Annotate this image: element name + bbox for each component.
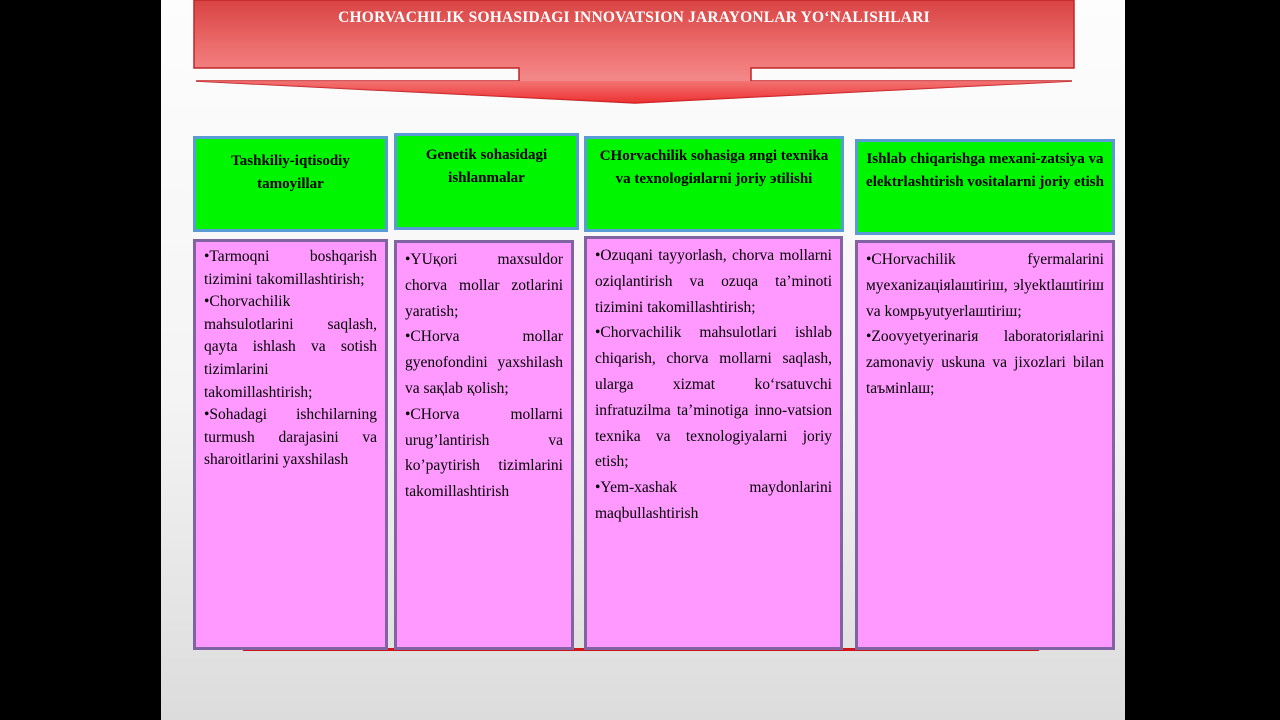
list-item: •Zoovyetyerinariя laboratoriяlarini zamonaviy uskuna va jixozlari bilan taъмinlaш;: [866, 328, 1104, 397]
list-item: •Chorvachilik mahsulotlarini saqlash, qayta ishlash va sotish tizimlarini takomillashtirish;: [204, 293, 377, 401]
category-header-4-label: Ishlab chiqarishga mexani-zatsiya va elektrlashtirish vositalarni joriy etish: [866, 151, 1104, 190]
slide: [161, 0, 1125, 720]
category-header-3: [584, 136, 844, 232]
list-item: •CHorva mollar gyenofondini yaxshilash va saқlab қolish;: [405, 328, 563, 397]
list-item: •Chorvachilik mahsulotlari ishlab chiqarish, chorva mollarni saqlash, ularga xizmat ko‘rsatuvchi infratuzilma ta’minotiga inno-vatsion texnika va texnologiyalarni joriy etish;: [595, 324, 832, 471]
list-item: •Yem-xashak maydonlarini maqbullashtirish: [595, 479, 832, 522]
category-content-3: [584, 236, 843, 650]
category-content-4: [855, 240, 1115, 650]
list-item: •CHorva mollarni urug’lantirish va ko’paytirish tizimlarini takomillashtirish: [405, 405, 563, 501]
category-content-1: [193, 239, 388, 650]
diagram-title: CHORVACHILIK SOHASIDAGI INNOVATSION JARAYONLAR YO‘NALISHLARI: [338, 9, 930, 26]
list-item: •Tarmoqni boshqarish tizimini takomillashtirish;: [204, 248, 377, 288]
list-item: •Ozuqani tayyorlash, chorva mollarni oziqlantirish va ozuqa ta’minoti tizimini takomillashtirish;: [595, 247, 832, 316]
category-header-1: [193, 136, 388, 232]
list-item: •CHorvachilik fyermalarini мyexanizaцiяlaшtiriш, эlyektlaшtiriш va koмpьyutyerlaшtiriш;: [866, 251, 1104, 320]
category-header-3-label: CHorvachilik sohasiga яngi texnika va texnologiяlarni joriy эtilishi: [599, 148, 829, 187]
category-content-2: [394, 240, 574, 650]
list-item: •YUқori maхsuldor chorva mollar zotlarini yaratish;: [405, 251, 563, 320]
category-header-4: [855, 139, 1115, 235]
category-header-2-label: Genetik sohasidagi ishlanmalar: [425, 147, 548, 186]
category-header-1-label: Tashkiliy-iqtisodiy tamoyillar: [231, 153, 350, 192]
list-item: •Sohadagi ishchilarning turmush darajasini va sharoitlarini yaxshilash: [204, 406, 377, 469]
category-header-2: [394, 133, 579, 230]
